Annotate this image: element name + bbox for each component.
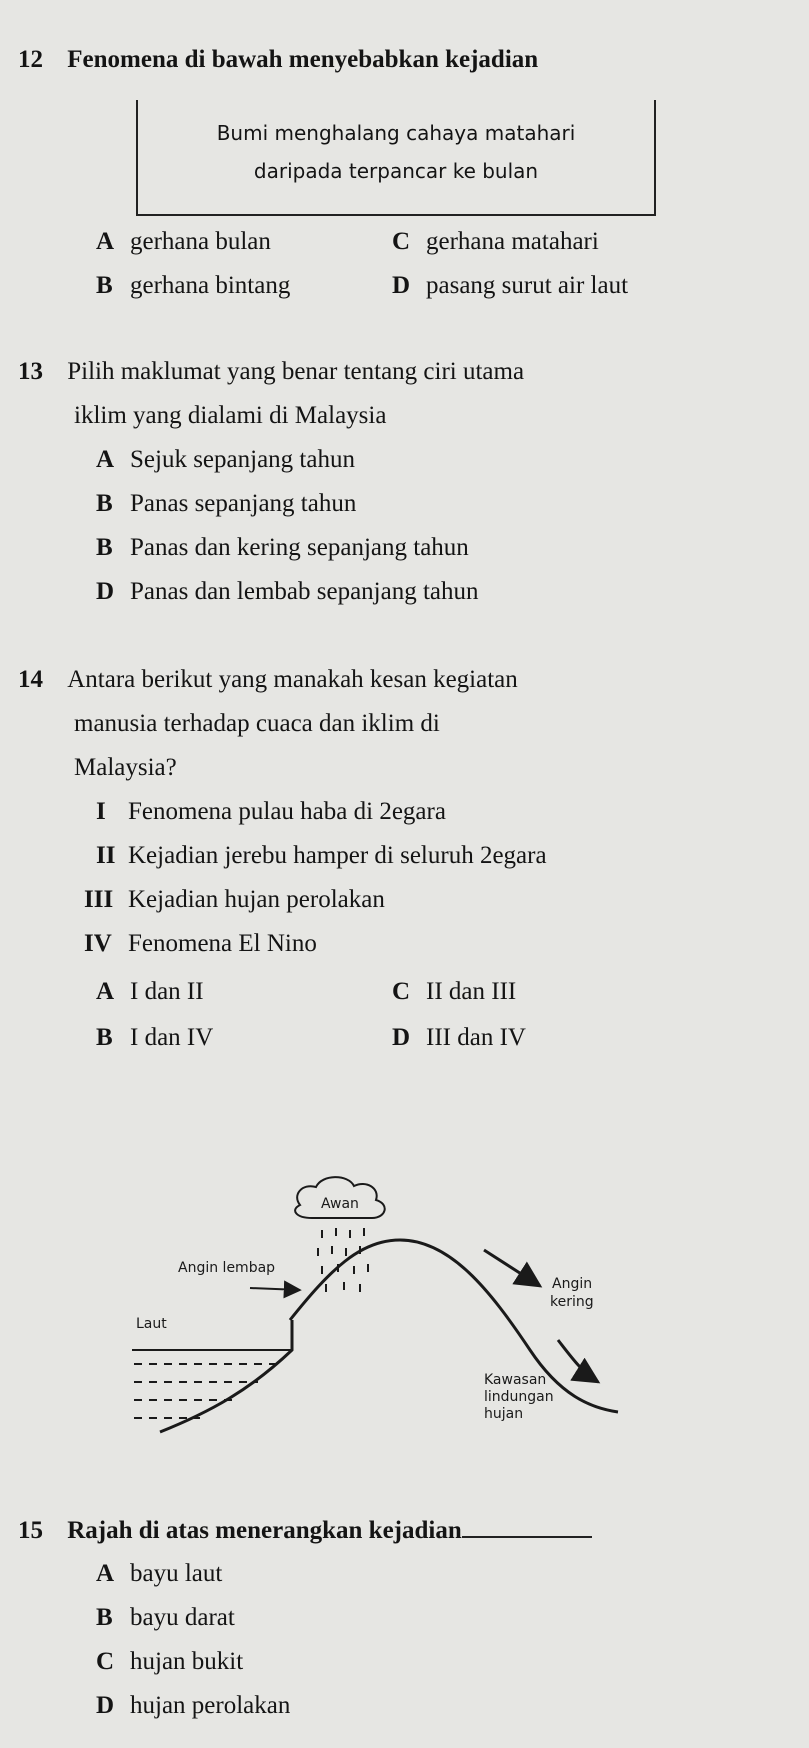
q12-box-line1: Bumi menghalang cahaya matahari: [216, 121, 576, 145]
q13-option-d[interactable]: D Panas dan lembab sepanjang tahun: [96, 578, 479, 605]
land-outline: [160, 1320, 292, 1432]
q14-option-d[interactable]: D III dan IV: [392, 1024, 526, 1051]
q13-number: 13: [18, 358, 43, 385]
q14-statement-ii: II Kejadian jerebu hamper di seluruh 2egara: [96, 842, 547, 869]
q13-line1: Pilih maklumat yang benar tentang ciri utama: [67, 358, 525, 385]
q14-line2: manusia terhadap cuaca dan iklim di: [74, 710, 440, 737]
q15-option-b[interactable]: B bayu darat: [96, 1604, 235, 1631]
mountain-outline: [290, 1240, 618, 1412]
q14-line1: Antara berikut yang manakah kesan kegiatan: [67, 666, 518, 693]
label-angin: Angin: [552, 1276, 593, 1292]
q15-answer-blank: [462, 1514, 592, 1538]
label-laut: Laut: [136, 1316, 167, 1332]
q12-number: 12: [18, 46, 43, 73]
q13-option-b[interactable]: B Panas sepanjang tahun: [96, 490, 357, 517]
q15-option-a[interactable]: A bayu laut: [96, 1560, 223, 1587]
label-kering: kering: [550, 1294, 594, 1310]
humid-wind-arrow: [250, 1288, 300, 1290]
q15-number: 15: [18, 1517, 43, 1544]
relief-rain-diagram: [0, 1150, 809, 1450]
q12-statement-box: [136, 100, 656, 216]
q14-option-c[interactable]: C II dan III: [392, 978, 517, 1005]
q12-box-line2: daripada terpancar ke bulan: [253, 159, 539, 183]
q13-option-c[interactable]: B Panas dan kering sepanjang tahun: [96, 534, 469, 561]
q12-stem: [18, 46, 538, 74]
label-awan: Awan: [321, 1196, 359, 1212]
q14-stem: [18, 666, 518, 694]
q13-option-a[interactable]: A Sejuk sepanjang tahun: [96, 446, 355, 473]
q15-option-c[interactable]: C hujan bukit: [96, 1648, 244, 1675]
q14-option-a[interactable]: A I dan II: [96, 978, 204, 1005]
q15-stem: [18, 1514, 592, 1545]
q15-text: Rajah di atas menerangkan kejadian: [67, 1517, 462, 1544]
q12-text: Fenomena di bawah menyebabkan kejadian: [67, 46, 539, 73]
dry-wind-arrow-lower: [558, 1340, 598, 1382]
q12-option-a[interactable]: A gerhana bulan: [96, 228, 271, 255]
q14-line3: Malaysia?: [74, 754, 177, 781]
dry-wind-arrow-upper: [484, 1250, 540, 1286]
q12-option-d[interactable]: D pasang surut air laut: [392, 272, 629, 299]
rain-icon: [318, 1228, 368, 1292]
q13-line2: iklim yang dialami di Malaysia: [74, 402, 387, 429]
label-kawasan: Kawasan: [484, 1372, 547, 1388]
q14-statement-i: I Fenomena pulau haba di 2egara: [96, 798, 446, 825]
q14-statement-iv: IV Fenomena El Nino: [84, 930, 317, 957]
label-hujan: hujan: [484, 1406, 524, 1422]
label-angin-lembap: Angin lembap: [178, 1260, 276, 1276]
q15-option-d[interactable]: D hujan perolakan: [96, 1692, 291, 1719]
q14-number: 14: [18, 666, 43, 693]
q13-stem: [18, 358, 524, 386]
q12-option-c[interactable]: C gerhana matahari: [392, 228, 599, 255]
q14-option-b[interactable]: B I dan IV: [96, 1024, 214, 1051]
q14-statement-iii: III Kejadian hujan perolakan: [84, 886, 385, 913]
label-lindungan: lindungan: [484, 1389, 554, 1405]
q12-option-b[interactable]: B gerhana bintang: [96, 272, 291, 299]
